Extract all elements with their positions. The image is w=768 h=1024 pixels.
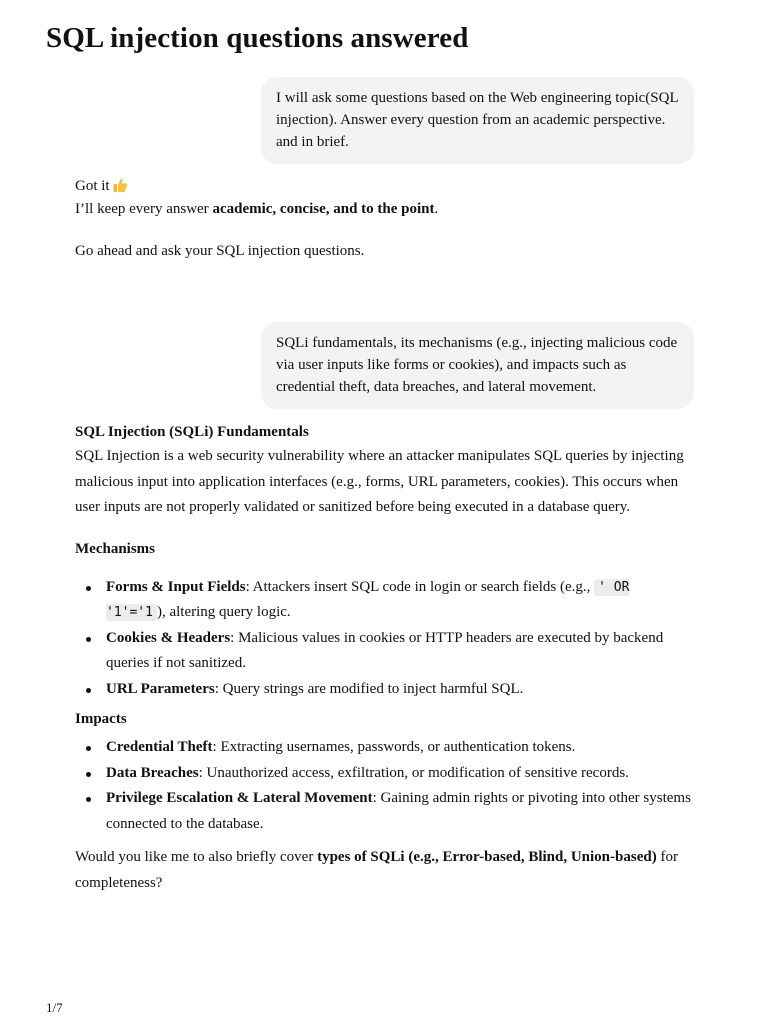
closing-question-end: for completeness? (75, 849, 678, 891)
list-item-term: Forms & Input Fields (106, 578, 246, 595)
page-title: SQL injection questions answered (46, 22, 469, 54)
list-item-term: URL Parameters (106, 680, 215, 697)
thumbs-up-icon (112, 177, 128, 193)
impacts-heading: Impacts (75, 711, 127, 727)
closing-question-bold: types of SQLi (e.g., Error-based, Blind, Union-based) (317, 849, 657, 865)
reply-1-line-2-text: I’ll keep every answer (75, 201, 213, 217)
fundamentals-heading: SQL Injection (SQLi) Fundamentals (75, 424, 309, 440)
list-item (75, 735, 695, 761)
list-item-text: : Gaining admin rights or pivoting into other systems connected to the database. (106, 790, 691, 832)
list-item-text-end: ), altering query logic. (156, 604, 291, 620)
list-item-text: : Attackers insert SQL code in login or search fields (e.g., (245, 578, 595, 595)
reply-1-line-3: Go ahead and ask your SQL injection questions. (75, 243, 365, 259)
list-item-term: Credential Theft (106, 739, 213, 755)
reply-1-got-it: Got it (75, 178, 110, 194)
reply-1-line-2 (75, 198, 695, 221)
user-message-1-text: I will ask some questions based on the Web engineering topic(SQL injection). Answer every question from an academic perspective. and in brief. (276, 90, 679, 150)
list-item (75, 677, 695, 703)
impacts-list (75, 735, 695, 837)
code-snippet: ' OR '1'='1 (106, 579, 630, 620)
reply-1-line-2-bold: academic, concise, and to the point (212, 201, 435, 217)
list-item (75, 761, 695, 787)
list-item-term: Cookies & Headers (106, 629, 231, 646)
list-item-text: : Malicious values in cookies or HTTP headers are executed by backend queries if not sanitized. (106, 629, 664, 671)
mechanisms-list (75, 575, 695, 703)
page-number: 1/7 (46, 1000, 63, 1015)
reply-1-line-1 (75, 175, 695, 198)
closing-question (75, 844, 695, 896)
user-message-2 (261, 322, 694, 409)
mechanisms-heading: Mechanisms (75, 540, 155, 557)
user-message-2-text: SQLi fundamentals, its mechanisms (e.g., injecting malicious code via user inputs like forms or cookies), and impacts such as credential theft, data breaches, and lateral movement. (276, 335, 678, 395)
list-item-text: : Extracting usernames, passwords, or authentication tokens. (212, 739, 576, 755)
user-message-1 (261, 77, 694, 164)
reply-1-line-2-end: . (434, 201, 439, 217)
list-item (75, 626, 695, 677)
list-item (75, 575, 695, 626)
list-item-text: : Query strings are modified to inject harmful SQL. (214, 680, 524, 697)
fundamentals-paragraph: SQL Injection is a web security vulnerability where an attacker manipulates SQL queries by injecting malicious input into application interfaces (e.g., forms, URL parameters, cookies). This occurs when user inputs are not properly validated or sanitized before being executed in a database query. (75, 448, 684, 515)
list-item-term: Data Breaches (106, 764, 199, 781)
closing-question-text: Would you like me to also briefly cover (75, 849, 318, 865)
list-item-term: Privilege Escalation & Lateral Movement (106, 790, 373, 806)
list-item (75, 786, 695, 837)
list-item-text: : Unauthorized access, exfiltration, or modification of sensitive records. (198, 764, 629, 781)
assistant-reply-1 (75, 175, 695, 263)
assistant-reply-2 (75, 420, 695, 896)
